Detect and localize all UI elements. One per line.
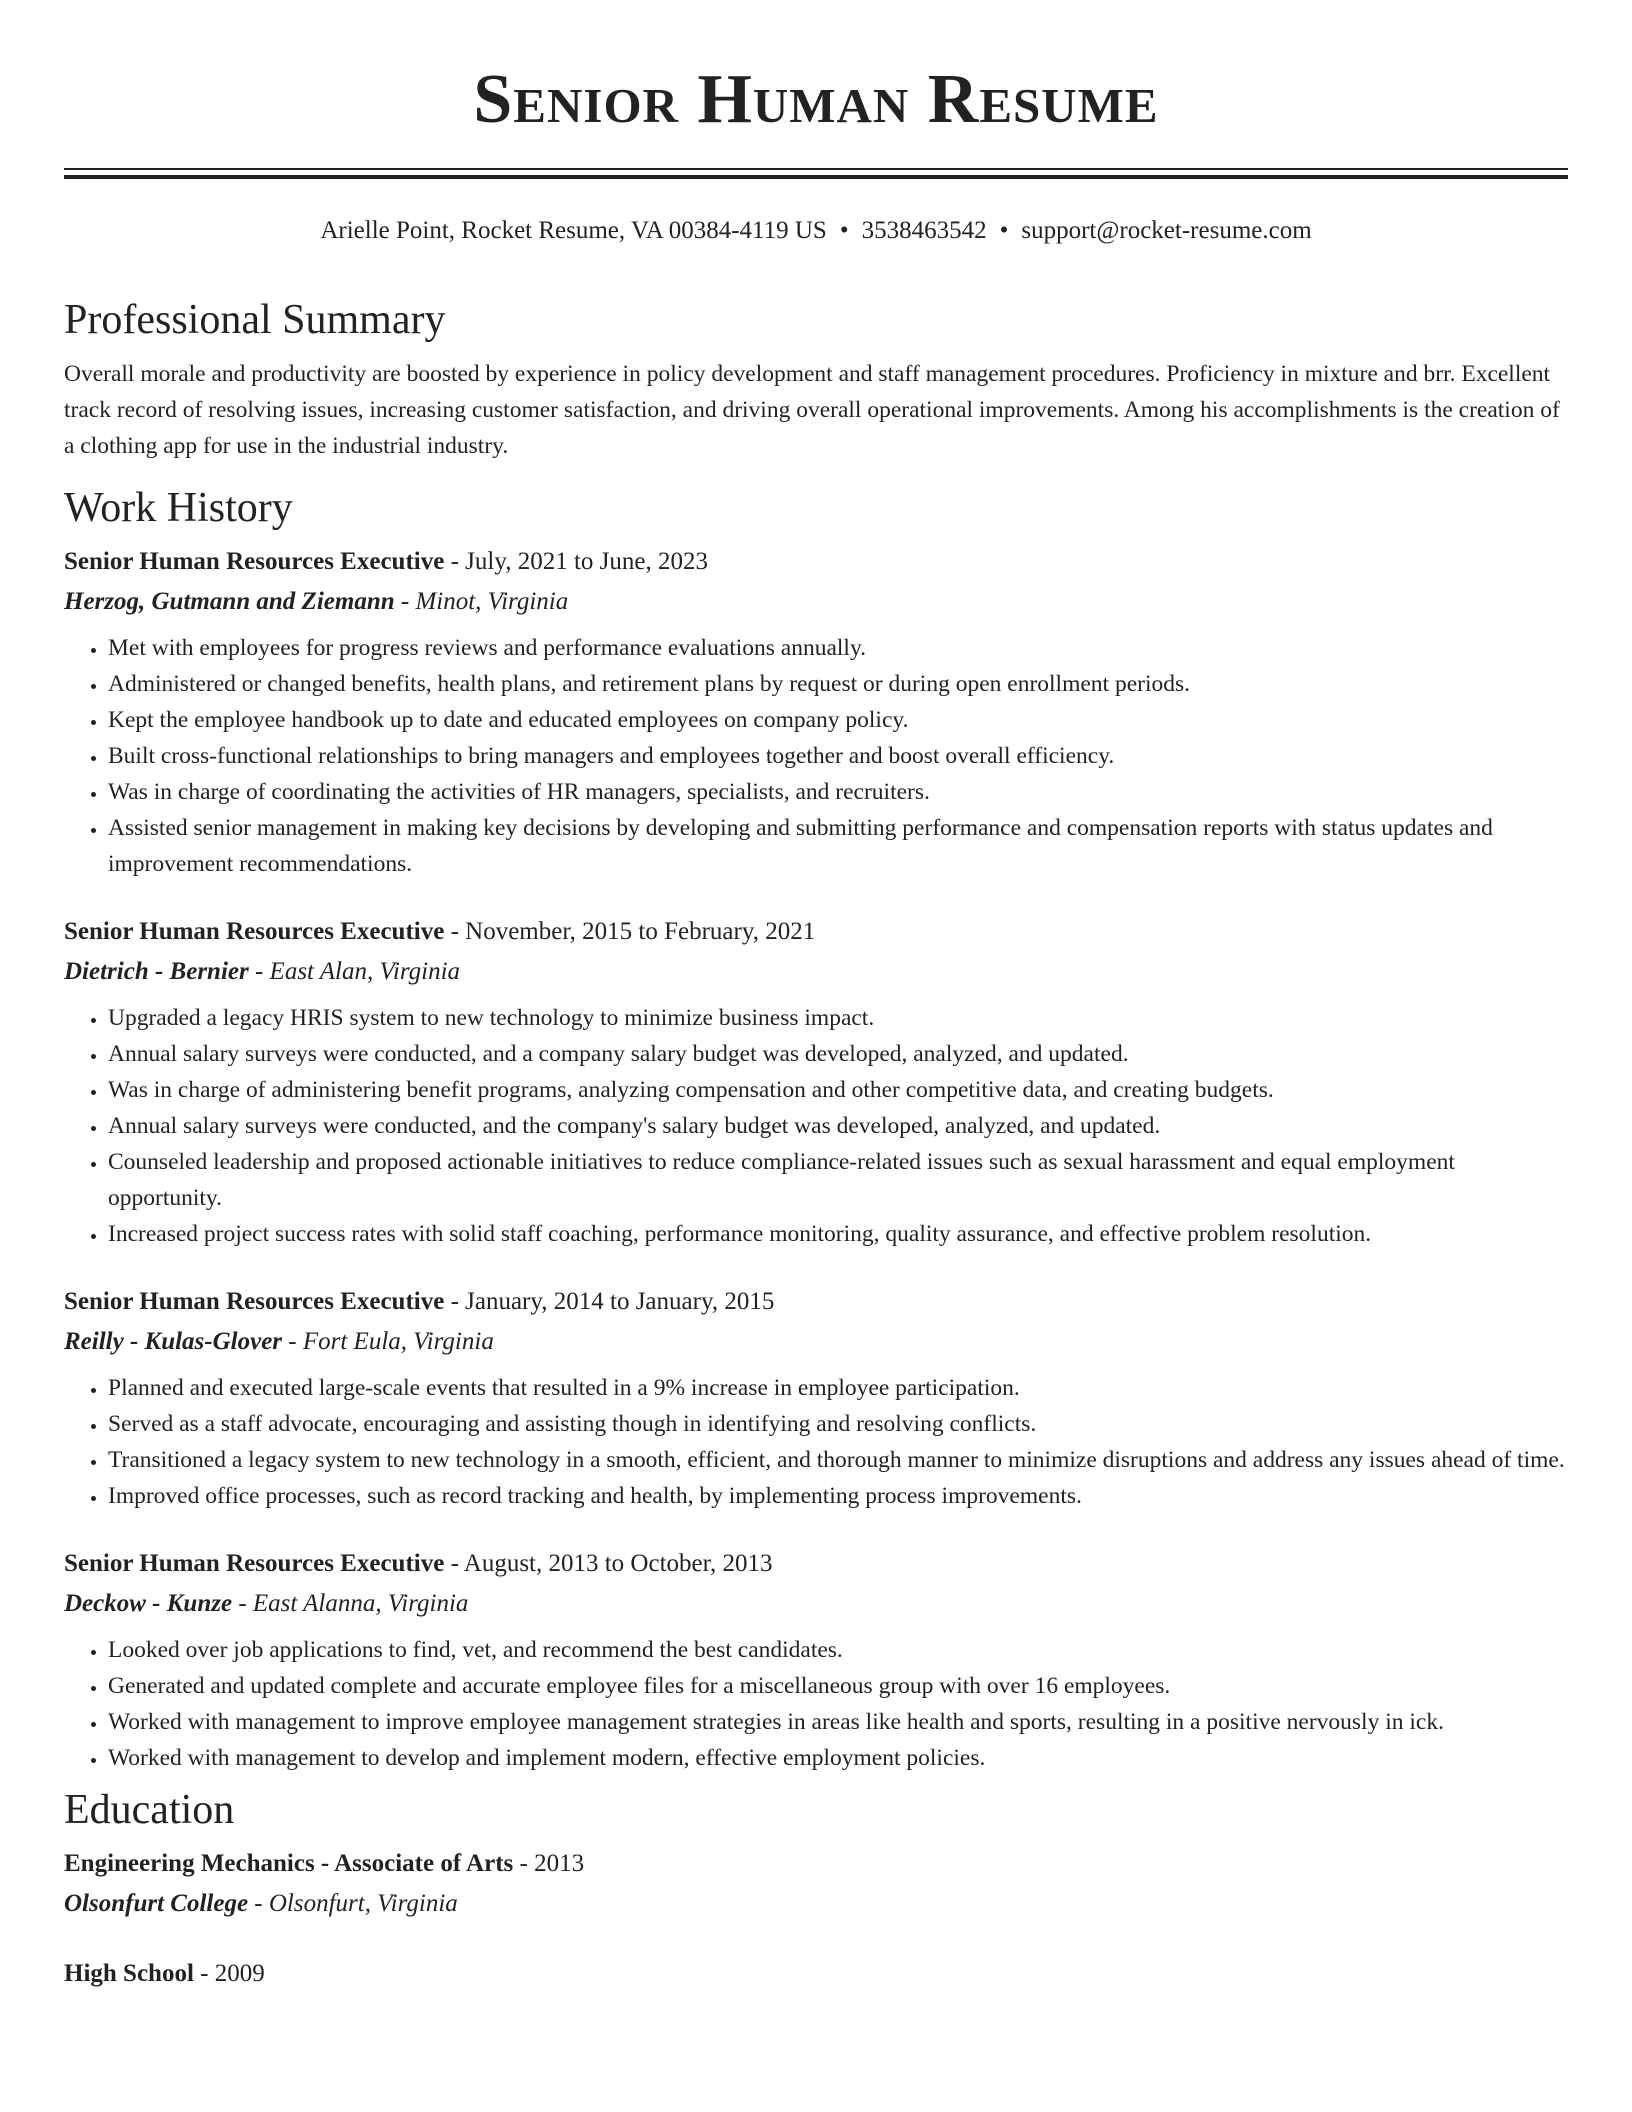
job-bullet: • Was in charge of administering benefit programs, analyzing compensation and other competitive data, and creating budgets. [108, 1072, 1568, 1108]
education-entry [64, 1954, 1568, 1994]
job-entry [64, 912, 1568, 1252]
education-school: Olsonfurt College [64, 1890, 249, 1917]
job-location: - Minot, Virginia [394, 588, 569, 615]
job-entry [64, 1544, 1568, 1776]
contact-phone: 3538463542 [861, 217, 987, 244]
job-bullets [64, 630, 1568, 882]
job-employer [64, 952, 1568, 992]
job-company: Dietrich - Bernier [64, 958, 249, 985]
job-title: Senior Human Resources Executive [64, 1550, 445, 1577]
job-bullet: • Transitioned a legacy system to new technology in a smooth, efficient, and thorough manner to minimize disruptions and address any issues ahead of time. [108, 1442, 1568, 1478]
resume-content [64, 286, 1568, 2024]
job-bullet: • Worked with management to improve employee management strategies in areas like health and sports, resulting in a positive nervously in ick. [108, 1704, 1568, 1740]
education-degree: Engineering Mechanics - Associate of Arts [64, 1850, 514, 1877]
contact-separator: • [999, 217, 1009, 244]
job-company: Reilly - Kulas-Glover [64, 1328, 283, 1355]
job-bullet: • Counseled leadership and proposed actionable initiatives to reduce compliance-related issues such as sexual harassment and equal employment opportunity. [108, 1144, 1568, 1216]
job-bullet: • Looked over job applications to find, vet, and recommend the best candidates. [108, 1632, 1568, 1668]
job-bullet: • Met with employees for progress reviews and performance evaluations annually. [108, 630, 1568, 666]
job-bullet: • Planned and executed large-scale events that resulted in a 9% increase in employee participation. [108, 1370, 1568, 1406]
job-bullet: • Improved office processes, such as record tracking and health, by implementing process improvements. [108, 1478, 1568, 1514]
education-section [64, 1776, 1568, 1994]
job-heading [64, 1282, 1568, 1322]
summary-heading: Professional Summary [64, 297, 446, 343]
job-bullet: • Was in charge of coordinating the activities of HR managers, specialists, and recruiters. [108, 774, 1568, 810]
job-heading [64, 912, 1568, 952]
summary-section [64, 286, 1568, 464]
job-dates: - November, 2015 to February, 2021 [444, 918, 816, 945]
job-heading [64, 1544, 1568, 1584]
job-bullet: • Served as a staff advocate, encouraging and assisting though in identifying and resolving conflicts. [108, 1406, 1568, 1442]
job-bullet: • Upgraded a legacy HRIS system to new technology to minimize business impact. [108, 1000, 1568, 1036]
job-dates: - July, 2021 to June, 2023 [444, 548, 708, 575]
job-title: Senior Human Resources Executive [64, 548, 445, 575]
job-title: Senior Human Resources Executive [64, 918, 445, 945]
job-company: Deckow - Kunze [64, 1590, 233, 1617]
job-title: Senior Human Resources Executive [64, 1288, 445, 1315]
job-bullet: • Generated and updated complete and accurate employee files for a miscellaneous group with over 16 employees. [108, 1668, 1568, 1704]
work-history-heading: Work History [64, 485, 293, 531]
job-entry [64, 1282, 1568, 1514]
job-bullet: • Annual salary surveys were conducted, and a company salary budget was developed, analyzed, and updated. [108, 1036, 1568, 1072]
contact-separator: • [839, 217, 849, 244]
education-heading-line [64, 1844, 1568, 1884]
job-employer [64, 1322, 1568, 1362]
job-bullets [64, 1000, 1568, 1252]
title-divider-thin [64, 168, 1568, 170]
title-divider-thick [64, 175, 1568, 179]
work-history-section [64, 474, 1568, 1776]
summary-text: Overall morale and productivity are boosted by experience in policy development and staff management procedures. Proficiency in mixture and brr. Excellent track record of resolving issues, increasing customer satisfaction, and driving overall operational improvements. Among his accomplishments is the creation of a clothing app for use in the industrial industry. [64, 361, 1560, 459]
job-entry [64, 542, 1568, 882]
education-year: - 2013 [513, 1850, 585, 1877]
job-location: - East Alan, Virginia [248, 958, 461, 985]
job-company: Herzog, Gutmann and Ziemann [64, 588, 395, 615]
resume-title: Senior Human Resume [473, 61, 1159, 138]
education-location: - Olsonfurt, Virginia [248, 1890, 458, 1917]
contact-address: Arielle Point, Rocket Resume, VA 00384-4119 US [320, 217, 827, 244]
education-heading-line [64, 1954, 1568, 1994]
education-heading: Education [64, 1787, 235, 1833]
education-school-line [64, 1884, 1568, 1924]
job-bullet: • Worked with management to develop and implement modern, effective employment policies. [108, 1740, 1568, 1776]
job-dates: - August, 2013 to October, 2013 [444, 1550, 773, 1577]
job-bullets [64, 1370, 1568, 1514]
job-dates: - January, 2014 to January, 2015 [444, 1288, 775, 1315]
job-bullet: • Annual salary surveys were conducted, and the company's salary budget was developed, analyzed, and updated. [108, 1108, 1568, 1144]
job-heading [64, 542, 1568, 582]
contact-line [0, 212, 1632, 250]
job-bullet: • Administered or changed benefits, health plans, and retirement plans by request or during open enrollment periods. [108, 666, 1568, 702]
education-entry [64, 1844, 1568, 1924]
job-bullet: • Kept the employee handbook up to date and educated employees on company policy. [108, 702, 1568, 738]
job-bullet: • Assisted senior management in making key decisions by developing and submitting performance and compensation reports with status updates and improvement recommendations. [108, 810, 1568, 882]
education-degree: High School [64, 1960, 194, 1987]
contact-email: support@rocket-resume.com [1021, 217, 1312, 244]
job-bullets [64, 1632, 1568, 1776]
job-bullet: • Increased project success rates with solid staff coaching, performance monitoring, quality assurance, and effective problem resolution. [108, 1216, 1568, 1252]
education-year: - 2009 [193, 1960, 265, 1987]
job-employer [64, 582, 1568, 622]
job-location: - Fort Eula, Virginia [282, 1328, 494, 1355]
job-location: - East Alanna, Virginia [232, 1590, 469, 1617]
job-employer [64, 1584, 1568, 1624]
job-bullet: • Built cross-functional relationships to bring managers and employees together and boost overall efficiency. [108, 738, 1568, 774]
